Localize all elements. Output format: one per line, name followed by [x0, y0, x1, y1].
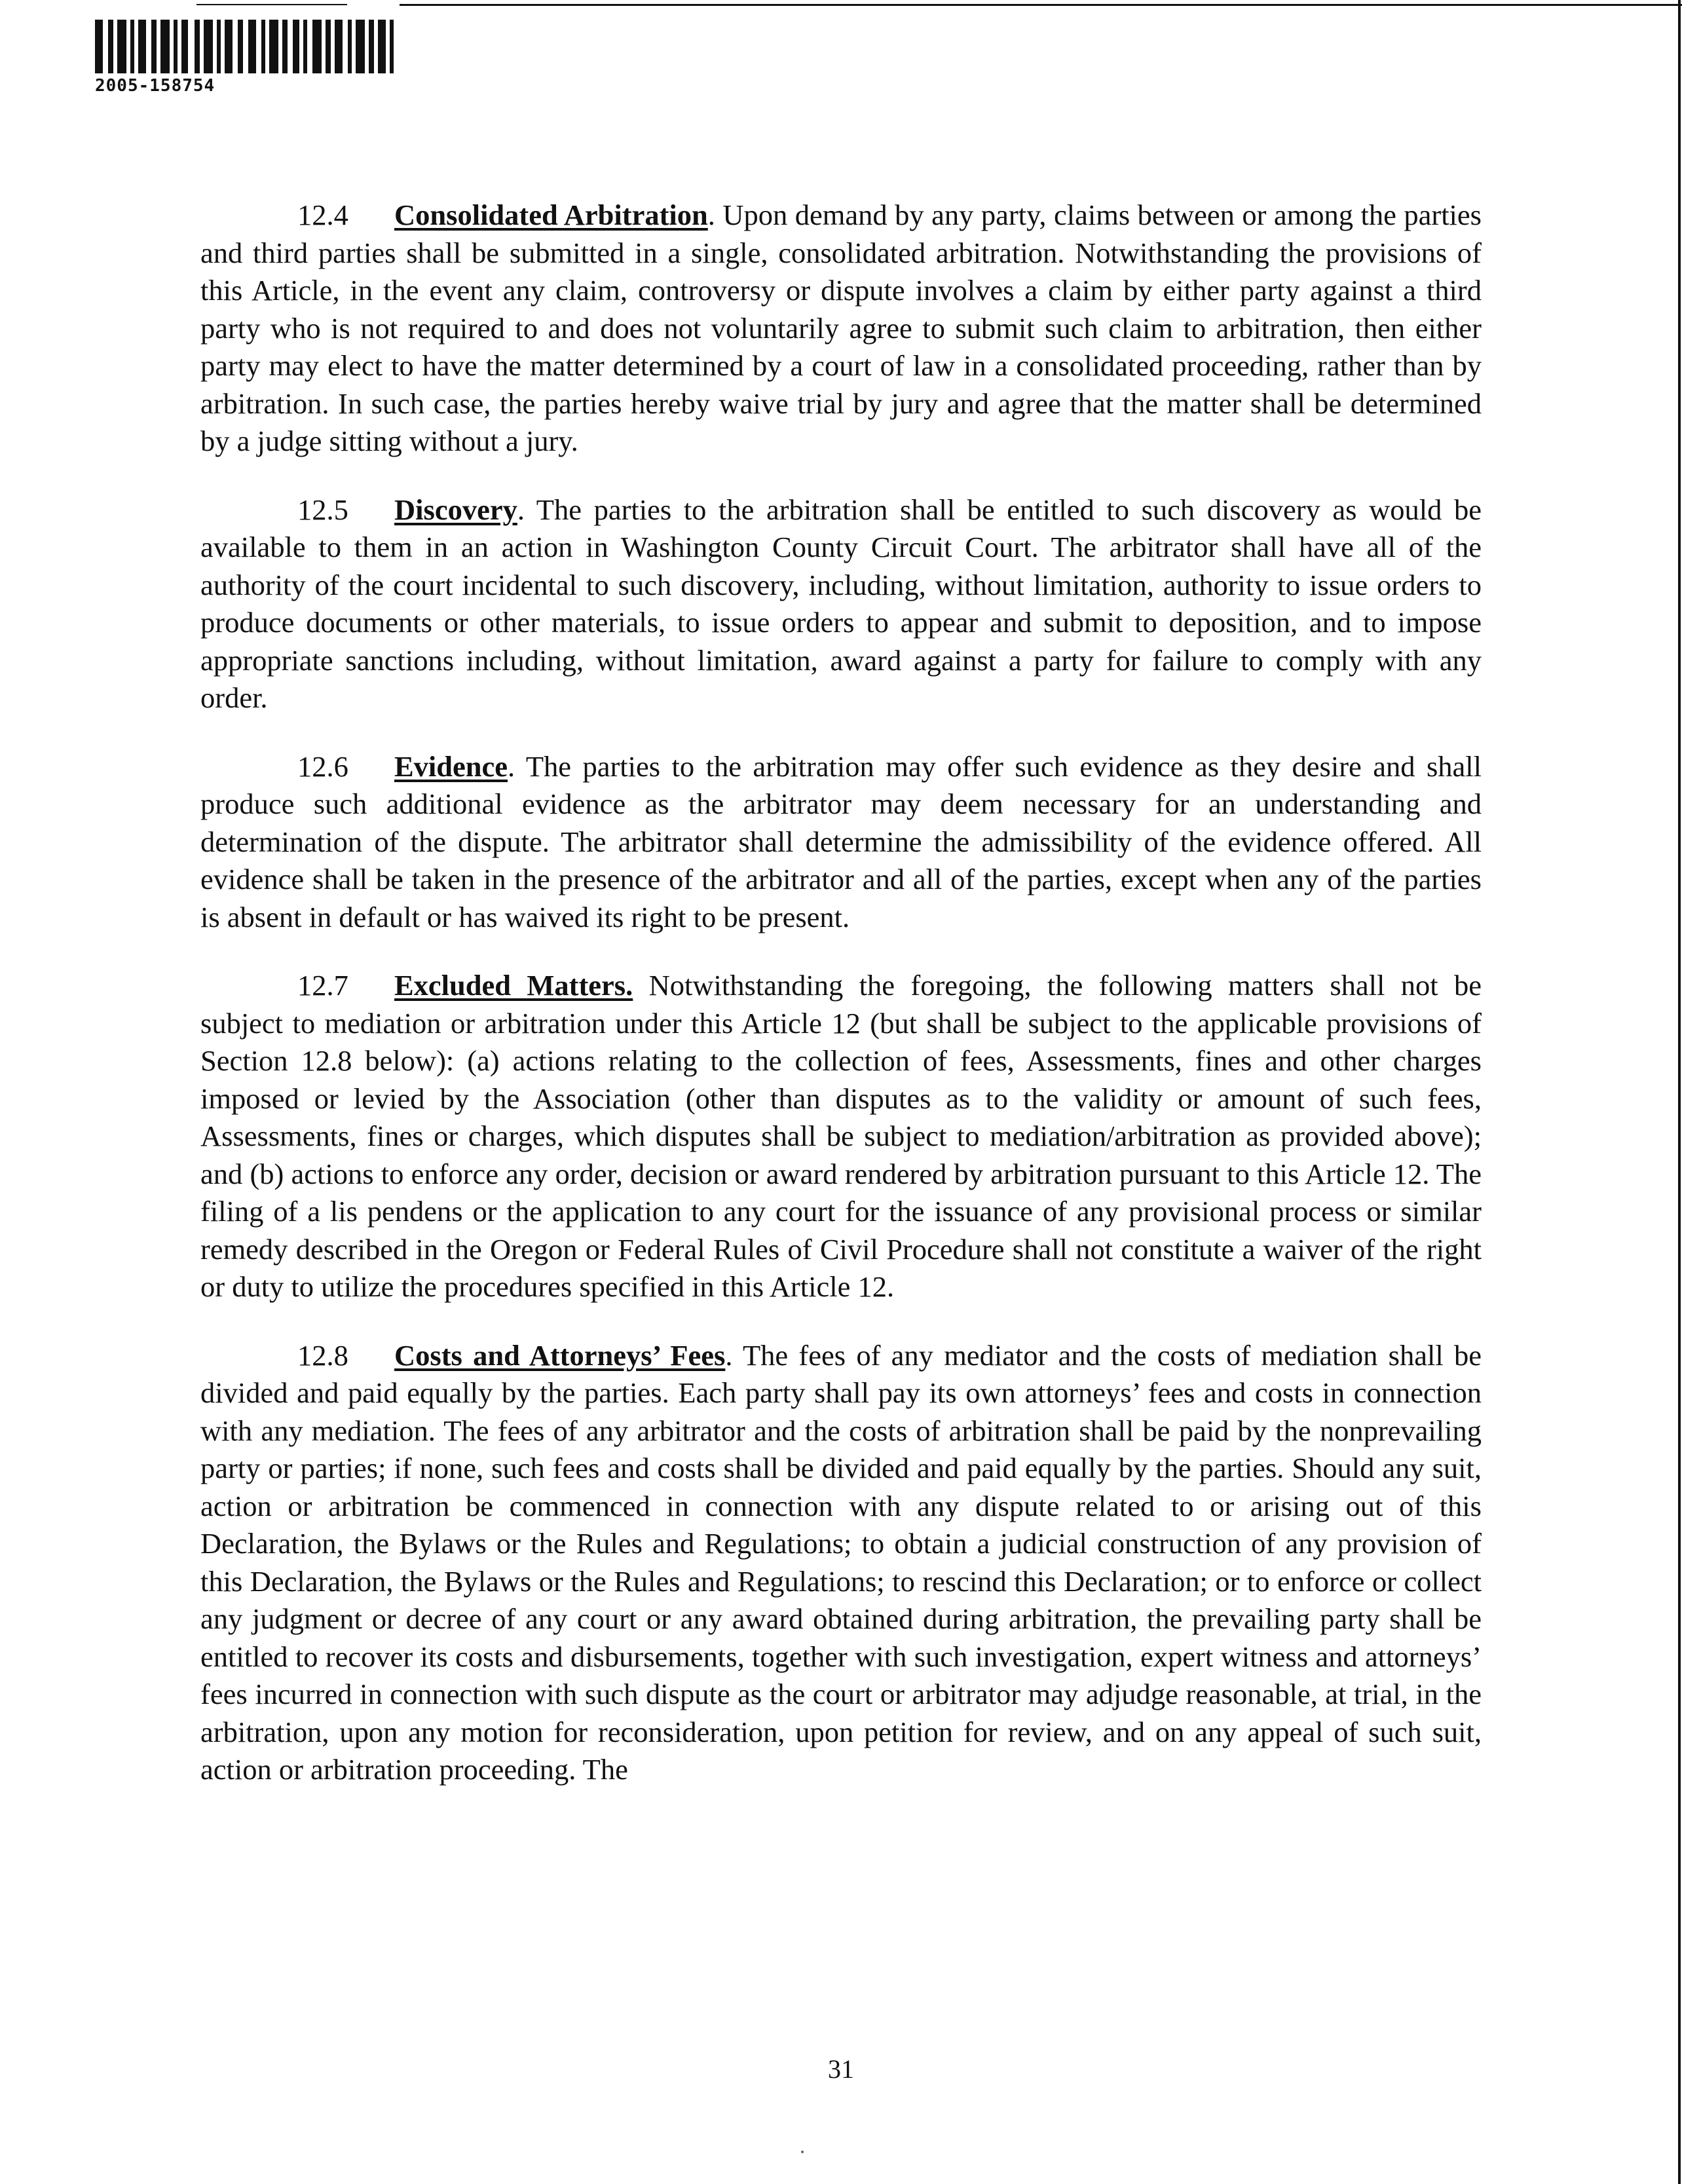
- section-heading: Consolidated Arbitration: [394, 198, 708, 231]
- heading-punctuation: .: [725, 1338, 733, 1372]
- heading-punctuation: .: [517, 493, 525, 526]
- page-border-right: [1678, 0, 1681, 2184]
- section-text: The fees of any mediator and the costs of mediation shall be divided and paid equally by the parties. Each party shall pay its own attorneys’ fees and costs in connection with any mediation. The fees of any arbitrator and the costs of arbitration shall be paid by the nonprevailing party or parties; if none, such fees and costs shall be divided and paid equally by the parties. Should any suit, action or arbitration be commenced in connection with any dispute related to or arising out of this Declaration, the Bylaws or the Rules and Regulations; to obtain a judicial construction of any provision of this Declaration, the Bylaws or the Rules and Regulations; to rescind this Declaration; or to enforce or collect any judgment or decree of any court or any award obtained during arbitration, the prevailing party shall be entitled to recover its costs and disbursements, together with such investigation, expert witness and attorneys’ fees incurred in connection with such dispute as the court or arbitrator may adjudge reasonable, at trial, in the arbitration, upon any motion for reconsideration, upon petition for review, and on any appeal of such suit, action or arbitration proceeding. The: [200, 1338, 1482, 1786]
- section-heading: Costs and Attorneys’ Fees: [394, 1338, 726, 1372]
- barcode-icon: [95, 20, 394, 73]
- section-number: 12.7: [297, 969, 348, 1002]
- document-body: [200, 197, 1482, 1820]
- section-12-8: [200, 1337, 1482, 1789]
- section-text: Notwithstanding the foregoing, the following matters shall not be subject to mediation or arbitration under this Article 12 (but shall be subject to the applicable provisions of Section 12.8 below): (a) actions relating to the collection of fees, Assessments, fines and other charges imposed or levied by the Association (other than disputes as to the validity or amount of such fees, Assessments, fines or charges, which disputes shall be subject to mediation/arbitration as provided above); and (b) actions to enforce any order, decision or award rendered by arbitration pursuant to this Article 12. The filing of a lis pendens or the application to any court for the issuance of any provisional process or similar remedy described in the Oregon or Federal Rules of Civil Procedure shall not constitute a waiver of the right or duty to utilize the procedures specified in this Article 12.: [200, 969, 1482, 1303]
- section-text: The parties to the arbitration may offer such evidence as they desire and shall produce such additional evidence as the arbitrator may deem necessary for an understanding and determination of the dispute. The arbitrator shall determine the admissibility of the evidence offered. All evidence shall be taken in the presence of the arbitrator and all of the parties, except when any of the parties is absent in default or has waived its right to be present.: [200, 749, 1482, 933]
- section-12-4: [200, 197, 1482, 461]
- section-12-7: [200, 967, 1482, 1306]
- section-12-5: [200, 491, 1482, 717]
- barcode-block: [95, 20, 394, 96]
- section-heading: Excluded Matters.: [394, 969, 633, 1002]
- heading-punctuation: .: [508, 749, 515, 783]
- section-number: 12.8: [297, 1338, 348, 1372]
- page-border-top: [400, 4, 1682, 6]
- section-12-6: [200, 748, 1482, 937]
- heading-punctuation: .: [707, 198, 715, 231]
- section-heading: Evidence: [394, 749, 508, 783]
- section-number: 12.5: [297, 493, 348, 526]
- section-text: The parties to the arbitration shall be entitled to such discovery as would be available to them in an action in Washington County Circuit Court. The arbitrator shall have all of the authority of the court incidental to such discovery, including, without limitation, authority to issue orders to produce documents or other materials, to issue orders to appear and submit to deposition, and to impose appropriate sanctions including, without limitation, award against a party for failure to comply with any order.: [200, 493, 1482, 714]
- page-number: 31: [828, 2054, 854, 2084]
- scan-speck: [801, 2151, 804, 2153]
- section-heading: Discovery: [394, 493, 517, 526]
- page-border-top-short: [196, 4, 347, 5]
- section-number: 12.4: [297, 198, 348, 231]
- section-text: Upon demand by any party, claims between or among the parties and third parties shall be submitted in a single, consolidated arbitration. Notwithstanding the provisions of this Article, in the event any claim, controversy or dispute involves a claim by either party against a third party who is not required to and does not voluntarily agree to submit such claim to arbitration, then either party may elect to have the matter determined by a court of law in a consolidated proceeding, rather than by arbitration. In such case, the parties hereby waive trial by jury and agree that the matter shall be determined by a judge sitting without a jury.: [200, 198, 1482, 457]
- barcode-number: 2005-158754: [95, 76, 215, 96]
- section-number: 12.6: [297, 749, 348, 783]
